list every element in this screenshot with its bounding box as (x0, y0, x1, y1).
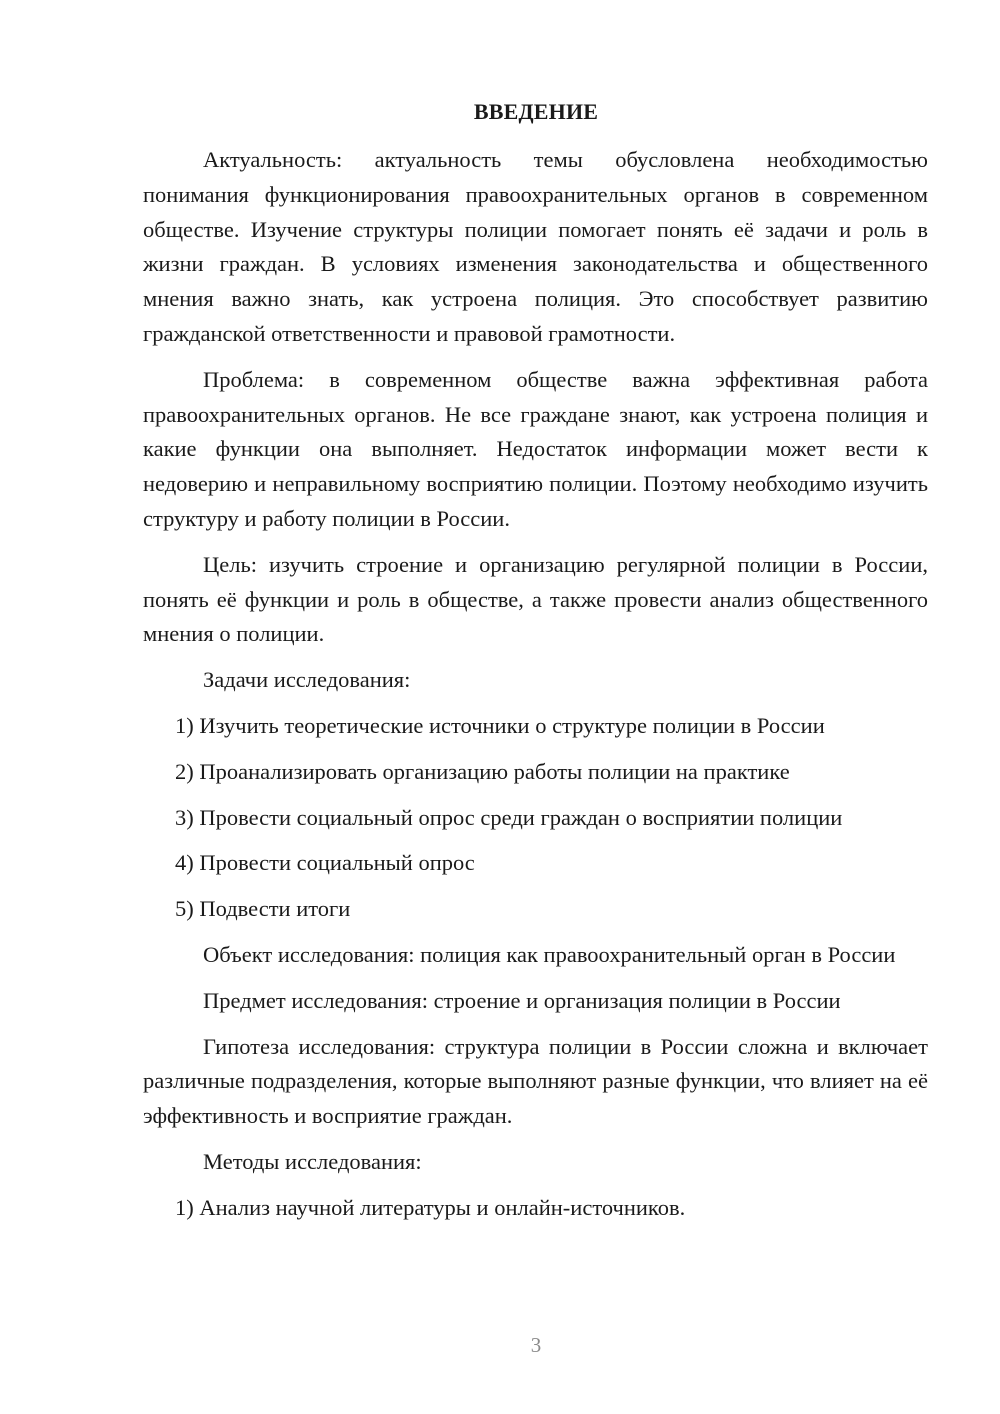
paragraph-relevance: Актуальность: актуальность темы обусловлена необходимостью понимания функционирования правоохранительных органов в современном обществе. Изучение структуры полиции помогает понять её задачи и роль в жизни граждан. В условиях изменения законодательства и общественного мнения важно знать, как устроена полиция. Это способствует развитию гражданской ответственности и правовой грамотности. (143, 147, 928, 346)
list-item: 4) Провести социальный опрос (175, 850, 475, 876)
methods-list (143, 1191, 928, 1226)
tasks-heading: Задачи исследования: (203, 667, 411, 693)
paragraph-hypothesis: Гипотеза исследования: структура полиции в России сложна и включает различные подразделения, которые выполняют разные функции, что влияет на её эффективность и восприятие граждан. (143, 1033, 928, 1129)
page-content (143, 143, 928, 1237)
paragraph-goal: Цель: изучить строение и организацию регулярной полиции в России, понять её функции и роль в обществе, а также провести анализ общественного мнения о полиции. (143, 551, 928, 647)
methods-heading: Методы исследования: (203, 1148, 422, 1174)
page-title: ВВЕДЕНИЕ (473, 99, 599, 124)
list-item: 5) Подвести итоги (175, 896, 351, 922)
list-item: 3) Провести социальный опрос среди граждан о восприятии полиции (175, 804, 843, 830)
list-item: 2) Проанализировать организацию работы полиции на практике (175, 758, 790, 784)
tasks-list (143, 709, 928, 927)
paragraph-problem: Проблема: в современном обществе важна эффективная работа правоохранительных органов. Не все граждане знают, как устроена полиция и какие функции она выполняет. Недостаток информации может вести к недоверию и неправильному восприятию полиции. Поэтому необходимо изучить структуру и работу полиции в России. (143, 366, 928, 531)
list-item: 1) Изучить теоретические источники о структуре полиции в России (175, 712, 825, 738)
paragraph-object: Объект исследования: полиция как правоохранительный орган в России (203, 941, 896, 967)
list-item: 1) Анализ научной литературы и онлайн-источников. (175, 1194, 686, 1220)
paragraph-subject: Предмет исследования: строение и организация полиции в России (203, 987, 841, 1013)
page-number: 3 (530, 1333, 542, 1357)
